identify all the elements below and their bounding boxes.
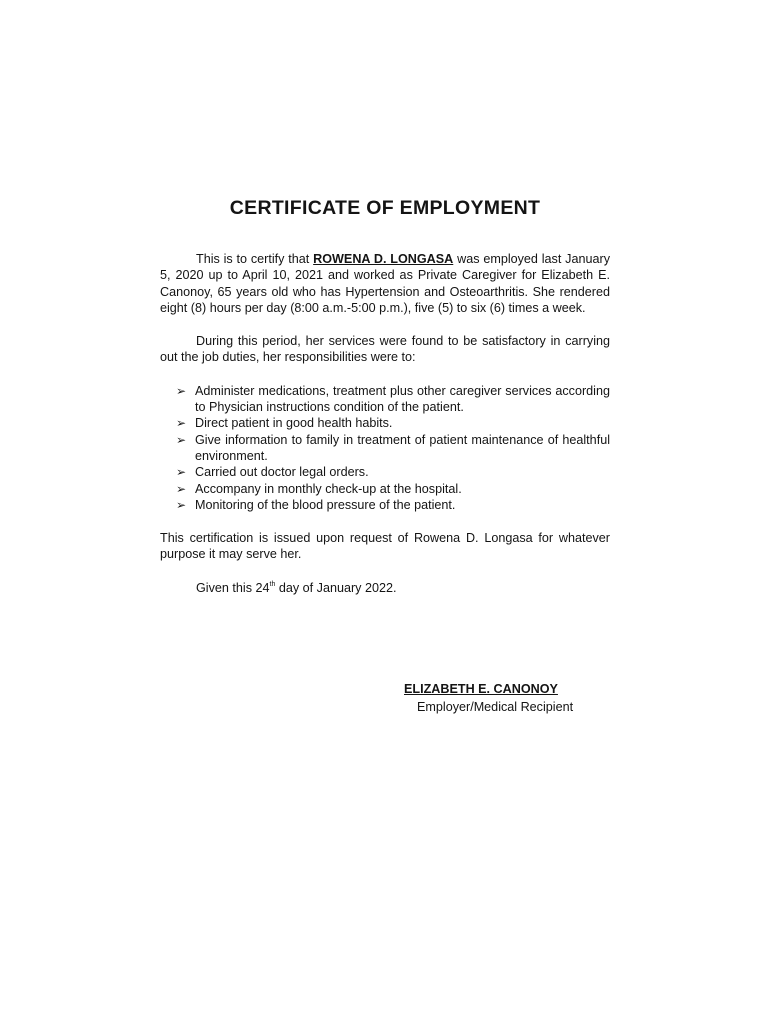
responsibilities-list	[160, 383, 610, 513]
list-item	[160, 464, 610, 480]
arrow-bullet-icon: ➢	[176, 383, 187, 398]
responsibility-text: Monitoring of the blood pressure of the patient.	[195, 497, 456, 512]
responsibility-text: Accompany in monthly check-up at the hospital.	[195, 481, 462, 496]
arrow-bullet-icon: ➢	[176, 481, 187, 496]
signatory-name: ELIZABETH E. CANONOY	[404, 682, 558, 696]
signature-block	[400, 680, 600, 715]
signatory-title: Employer/Medical Recipient	[417, 700, 574, 714]
given-date-prefix: Given this 24	[196, 580, 270, 595]
request-paragraph: This certification is issued upon request of Rowena D. Longasa for whatever purpose it may serve her.	[160, 531, 610, 562]
ordinal-suffix: th	[269, 580, 276, 588]
certification-text-intro: This is to certify that	[196, 252, 314, 266]
arrow-bullet-icon: ➢	[176, 432, 187, 447]
list-item	[160, 383, 610, 416]
employee-name: ROWENA D. LONGASA	[313, 252, 454, 266]
given-date-rest: day of January 2022.	[275, 580, 397, 595]
responsibility-text: Carried out doctor legal orders.	[195, 465, 369, 480]
responsibility-text: Direct patient in good health habits.	[195, 416, 393, 431]
document-title: CERTIFICATE OF EMPLOYMENT	[229, 197, 541, 219]
arrow-bullet-icon: ➢	[176, 497, 187, 512]
services-paragraph: During this period, her services were found to be satisfactory in carrying out the job duties, her responsibilities were to:	[160, 334, 610, 365]
list-item	[160, 415, 610, 431]
document-body	[160, 251, 610, 596]
list-item	[160, 432, 610, 465]
responsibility-text: Give information to family in treatment of patient maintenance of healthful environment.	[195, 432, 610, 463]
certification-text-details: was employed last January 5, 2020 up to April 10, 2021 and worked as Private Caregiver for Elizabeth E. Canonoy, 65 years old who has Hypertension and Osteoarthritis. She rendered eight (8) hours per day (8:00 a.m.-5:00 p.m.), five (5) to six (6) times a week.	[160, 252, 610, 315]
responsibility-text: Administer medications, treatment plus other caregiver services according to Physician instructions condition of the patient.	[195, 383, 610, 415]
arrow-bullet-icon: ➢	[176, 416, 187, 431]
list-item	[160, 497, 610, 513]
given-date-paragraph	[160, 580, 610, 596]
arrow-bullet-icon: ➢	[176, 465, 187, 480]
certification-paragraph	[160, 251, 610, 316]
list-item	[160, 481, 610, 497]
